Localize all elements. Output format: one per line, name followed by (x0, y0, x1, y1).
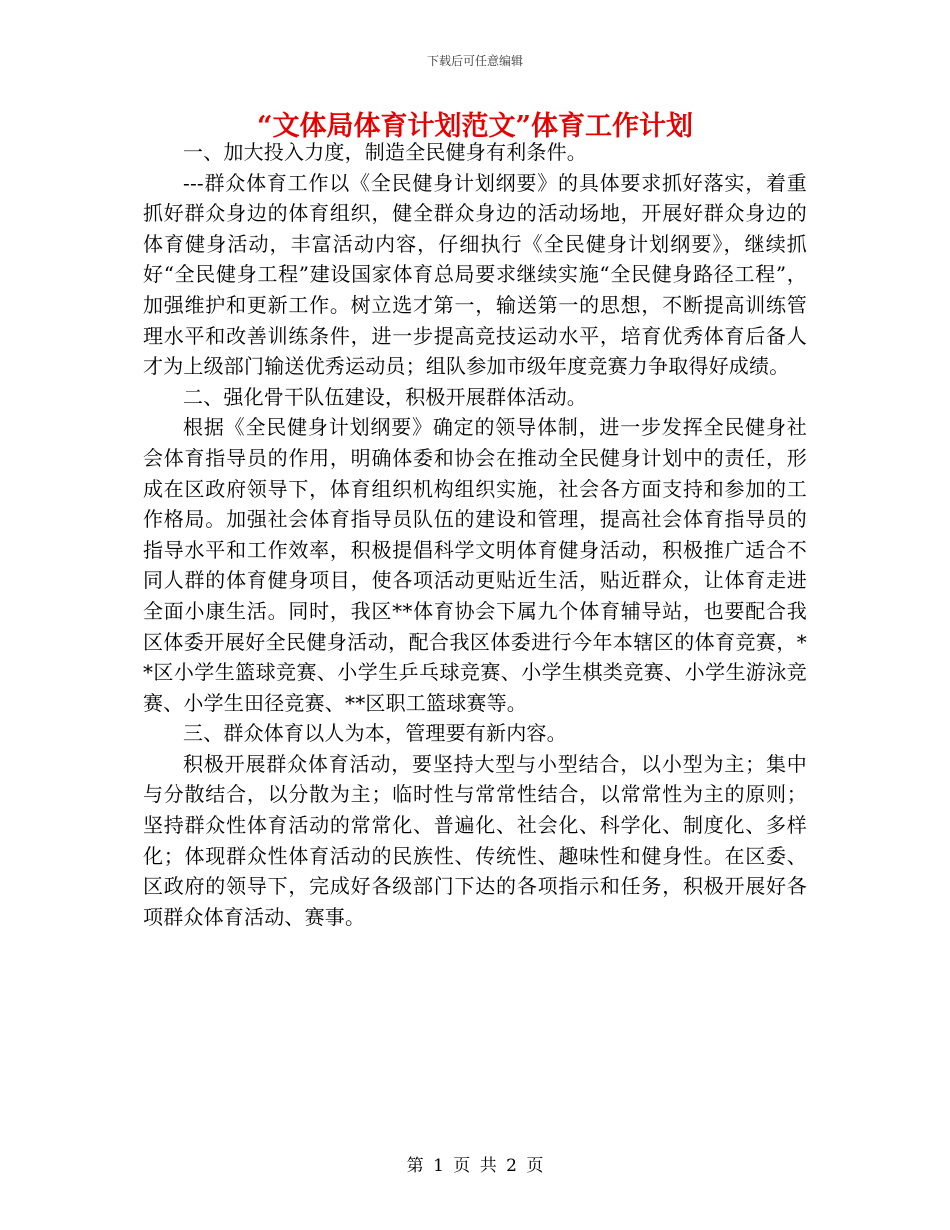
paragraph-2: 根据《全民健身计划纲要》确定的领导体制，进一步发挥全民健身社会体育指导员的作用，明确体委和协会在推动全民健身计划中的责任，形成在区政府领导下，体育组织机构组织实施，社会各方面支持和参加的工作格局。加强社会体育指导员队伍的建设和管理，提高社会体育指导员的指导水平和工作效率，积极提倡科学文明体育健身活动，积极推广适合不同人群的体育健身项目，使各项活动更贴近生活，贴近群众，让体育走进全面小康生活。同时，我区**体育协会下属九个体育辅导站，也要配合我区体委开展好全民健身活动，配合我区体委进行今年本辖区的体育竞赛，**区小学生篮球竞赛、小学生乒乓球竞赛、小学生棋类竞赛、小学生游泳竞赛、小学生田径竞赛、**区职工篮球赛等。 (143, 415, 807, 715)
document-title: “文体局体育计划范文”体育工作计划 (256, 111, 694, 142)
document-body (143, 137, 807, 932)
section-heading-2: 二、强化骨干队伍建设，积极开展群体活动。 (183, 384, 587, 409)
page-header-note: 下载后可任意编辑 (426, 54, 523, 68)
section-heading-1: 一、加大投入力度，制造全民健身有利条件。 (183, 140, 587, 164)
page-number: 第 1 页 共 2 页 (406, 1156, 544, 1176)
paragraph-1: ---群众体育工作以《全民健身计划纲要》的具体要求抓好落实，着重抓好群众身边的体育组织，健全群众身边的活动场地，开展好群众身边的体育健身活动，丰富活动内容，仔细执行《全民健身计划纲要》，继续抓好“全民健身工程”建设国家体育总局要求继续实施“全民健身路径工程”，加强维护和更新工作。树立选才第一，输送第一的思想，不断提高训练管理水平和改善训练条件，进一步提高竞技运动水平，培育优秀体育后备人才为上级部门输送优秀运动员；组队参加市级年度竞赛力争取得好成绩。 (143, 170, 807, 379)
paragraph-3: 积极开展群众体育活动，要坚持大型与小型结合，以小型为主；集中与分散结合，以分散为主；临时性与常常性结合，以常常性为主的原则；坚持群众性体育活动的常常化、普遍化、社会化、科学化、制度化、多样化；体现群众性体育活动的民族性、传统性、趣味性和健身性。在区委、区政府的领导下，完成好各级部门下达的各项指示和任务，积极开展好各项群众体育活动、赛事。 (143, 751, 807, 929)
section-heading-3: 三、群众体育以人为本，管理要有新内容。 (183, 721, 567, 746)
